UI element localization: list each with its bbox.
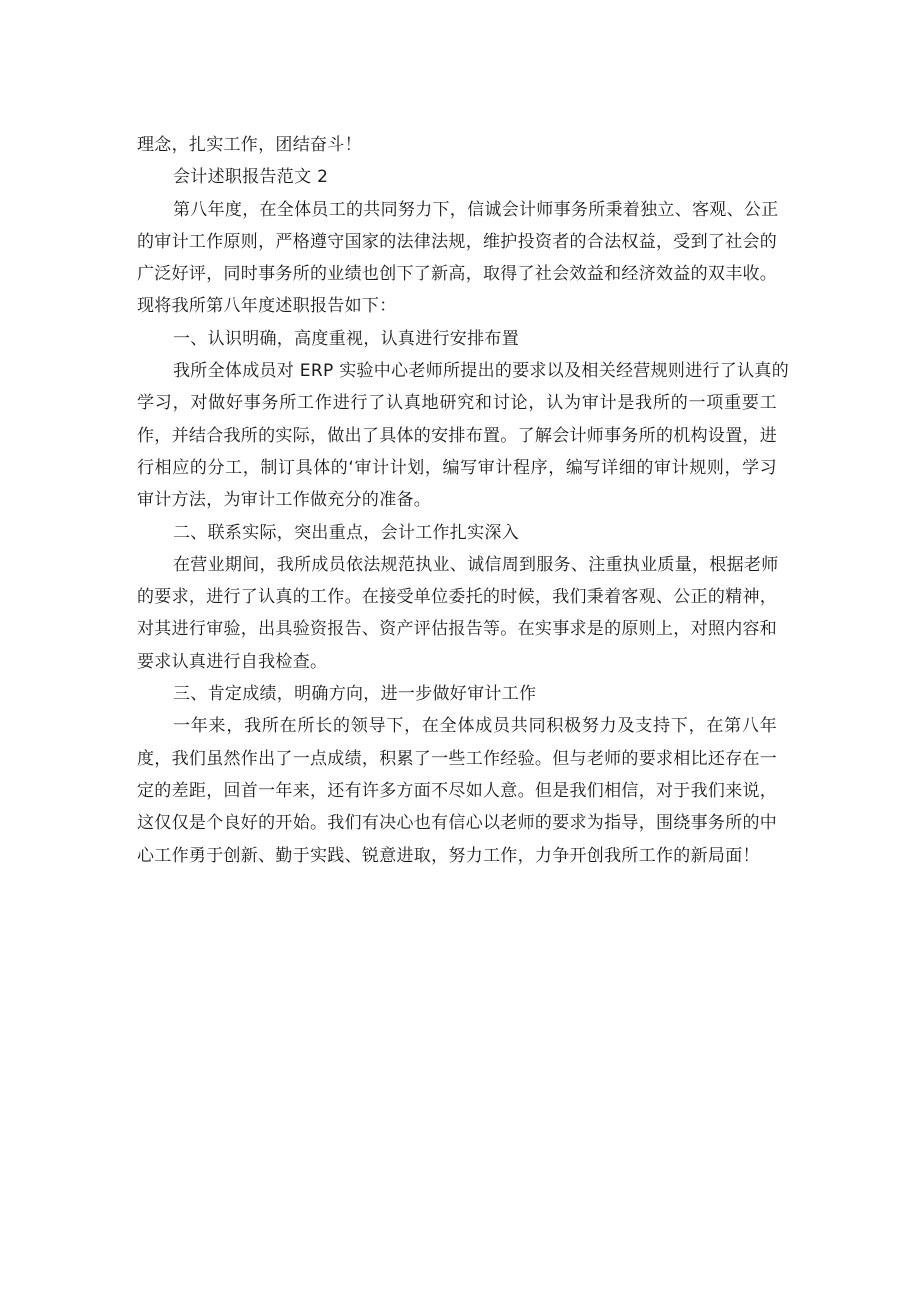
document-body xyxy=(137,129,790,872)
text-line: 要求认真进行自我检查。 xyxy=(137,651,328,672)
text-line: 学习，对做好事务所工作进行了认真地研究和讨论，认为审计是我所的一项重要工 xyxy=(137,393,777,414)
text-line: 我所全体成员对 ERP 实验中心老师所提出的要求以及相关经营规则进行了认真的 xyxy=(173,361,790,382)
text-line: 的要求，进行了认真的工作。在接受单位委托的时候，我们秉着客观、公正的精神， xyxy=(137,587,778,608)
text-line: 度，我们虽然作出了一点成绩，积累了一些工作经验。但与老师的要求相比还存在一 xyxy=(137,748,778,769)
text-line: 定的差距，回首一年来，还有许多方面不尽如人意。但是我们相信，对于我们来说， xyxy=(137,780,778,801)
text-line: 一、认识明确，高度重视，认真进行安排布置 xyxy=(173,328,519,349)
text-line: 的审计工作原则，严格遵守国家的法律法规，维护投资者的合法权益，受到了社会的 xyxy=(137,231,778,252)
text-line: 会计述职报告范文 2 xyxy=(173,167,329,188)
text-line: 二、联系实际，突出重点，会计工作扎实深入 xyxy=(173,522,519,543)
text-line: 一年来，我所在所长的领导下，在全体成员共同积极努力及支持下，在第八年 xyxy=(173,716,777,737)
text-line: 第八年度，在全体员工的共同努力下，信诚会计师事务所秉着独立、客观、公正 xyxy=(173,199,779,220)
text-line: 行相应的分工，制订具体的‘审计计划，编写审计程序，编写详细的审计规则，学习 xyxy=(137,457,777,478)
text-line: 对其进行审验，出具验资报告、资产评估报告等。在实事求是的原则上，对照内容和 xyxy=(137,619,778,640)
text-line: 广泛好评，同时事务所的业绩也创下了新高，取得了社会效益和经济效益的双丰收。 xyxy=(137,264,778,285)
text-line: 三、肯定成绩，明确方向，进一步做好审计工作 xyxy=(173,684,537,705)
text-line: 这仅仅是个良好的开始。我们有决心也有信心以老师的要求为指导，围绕事务所的中 xyxy=(137,813,778,834)
text-line: 审计方法，为审计工作做充分的准备。 xyxy=(137,490,432,511)
text-line: 理念，扎实工作，团结奋斗！ xyxy=(137,135,362,155)
text-line: 心工作勇于创新、勤于实践、锐意进取，努力工作，力争开创我所工作的新局面！ xyxy=(137,845,760,866)
text-line: 作，并结合我所的实际，做出了具体的安排布置。了解会计师事务所的机构设置，进 xyxy=(137,425,778,446)
text-line: 在营业期间，我所成员依法规范执业、诚信周到服务、注重执业质量，根据老师 xyxy=(173,554,779,575)
text-line: 现将我所第八年度述职报告如下： xyxy=(137,296,397,317)
